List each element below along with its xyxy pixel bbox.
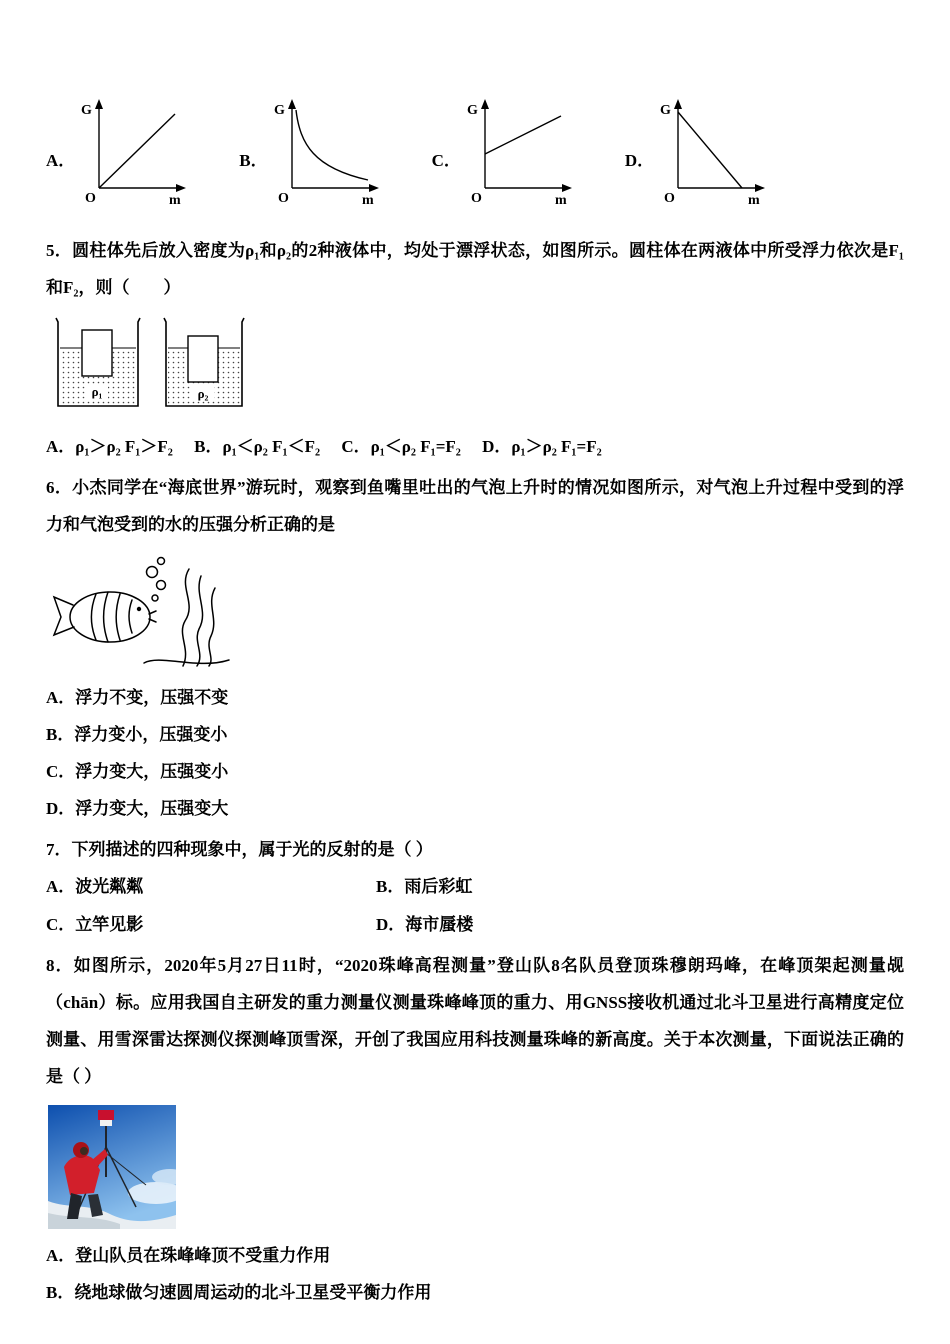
- question7-option-c: C．立竿见影: [46, 914, 144, 934]
- question7-option-a: A．波光粼粼: [46, 877, 144, 897]
- question8-option-a: A．登山队员在珠峰峰顶不受重力作用: [46, 1245, 331, 1265]
- graph-c-figure: [463, 96, 581, 206]
- axis-m-label: m: [169, 193, 181, 206]
- axis-m-label: m: [554, 193, 567, 206]
- origin-label: O: [664, 191, 676, 206]
- graph-option-a: [46, 96, 195, 206]
- axis-m-label: m: [361, 193, 374, 206]
- question4-graph-row: [46, 96, 904, 206]
- question5-stem: 5．圆柱体先后放入密度为ρ₁和ρ₂的2种液体中，均处于漂浮状态，如图所示。圆柱体在两液体中所受浮力依次是F₁和F₂，则（ ）: [46, 241, 904, 298]
- beaker1-density-label: ρ₁: [91, 384, 103, 400]
- question7-options: [46, 868, 904, 942]
- fish-bubbles-illustration: [48, 553, 233, 671]
- question6-option-c: C．浮力变大，压强变小: [46, 762, 229, 782]
- axis-m-label: m: [748, 193, 760, 206]
- question-5: [46, 232, 904, 465]
- question7-option-d: D．海市蜃楼: [376, 914, 474, 934]
- axis-g-label: G: [466, 103, 478, 118]
- origin-label: O: [470, 191, 482, 206]
- option-a-label: A．: [46, 150, 76, 170]
- beakers-illustration: [52, 316, 252, 420]
- question8-options: [46, 1237, 904, 1311]
- question7-option-b: B．雨后彩虹: [376, 877, 473, 897]
- axis-g-label: G: [660, 103, 672, 118]
- graph-option-c: [432, 96, 581, 206]
- option-c-label: C．: [431, 150, 461, 170]
- question8-stem: 8．如图所示，2020年5月27日11时，“2020珠峰高程测量”登山队8名队员登顶珠穆朗玛峰，在峰顶架起测量觇（chān）标。应用我国自主研发的重力测量仪测量珠峰峰顶的重力、用GNSS接收机通过北斗卫星进行高精度定位测量、用雪深雷达探测仪探测峰顶雪深，开创了我国应用科技测量珠峰的新高度。关于本次测量，下面说法正确的是（ ）: [46, 955, 904, 1086]
- question-6: [46, 469, 904, 827]
- question6-options: [46, 679, 904, 827]
- origin-label: O: [85, 191, 97, 206]
- everest-climber-photo: [48, 1105, 176, 1229]
- question6-option-d: D．浮力变大，压强变大: [46, 799, 229, 819]
- question6-stem: 6．小杰同学在“海底世界”游玩时，观察到鱼嘴里吐出的气泡上升时的情况如图所示，对气泡上升过程中受到的浮力和气泡受到的水的压强分析正确的是: [46, 478, 904, 535]
- graph-option-d: [625, 96, 774, 206]
- origin-label: O: [277, 191, 289, 206]
- axis-g-label: G: [81, 103, 93, 118]
- question6-fish-figure: [48, 553, 904, 671]
- graph-b-figure: [270, 96, 388, 206]
- question7-stem: 7．下列描述的四种现象中，属于光的反射的是（ ）: [46, 840, 433, 860]
- question-8: [46, 947, 904, 1311]
- question-7: [46, 831, 904, 942]
- question6-option-a: A．浮力不变，压强不变: [46, 688, 229, 708]
- graph-d-figure: [656, 96, 774, 206]
- beaker2-density-label: ρ₂: [197, 386, 209, 402]
- question5-beaker-figure: [52, 316, 904, 420]
- option-d-label: D．: [624, 150, 655, 170]
- question5-options: A．ρ₁＞ρ₂ F₁＞F₂ B．ρ₁＜ρ₂ F₁＜F₂ C．ρ₁＜ρ₂ F₁=F₂ D．ρ₁＞ρ₂ F₁=F₂: [46, 437, 602, 457]
- graph-option-b: [239, 96, 387, 206]
- question8-option-b: B．绕地球做匀速圆周运动的北斗卫星受平衡力作用: [46, 1282, 432, 1302]
- axis-g-label: G: [273, 103, 285, 118]
- option-b-label: B．: [239, 150, 268, 170]
- question8-photo-figure: [48, 1105, 904, 1229]
- graph-a-figure: [77, 96, 195, 206]
- question6-option-b: B．浮力变小，压强变小: [46, 725, 228, 745]
